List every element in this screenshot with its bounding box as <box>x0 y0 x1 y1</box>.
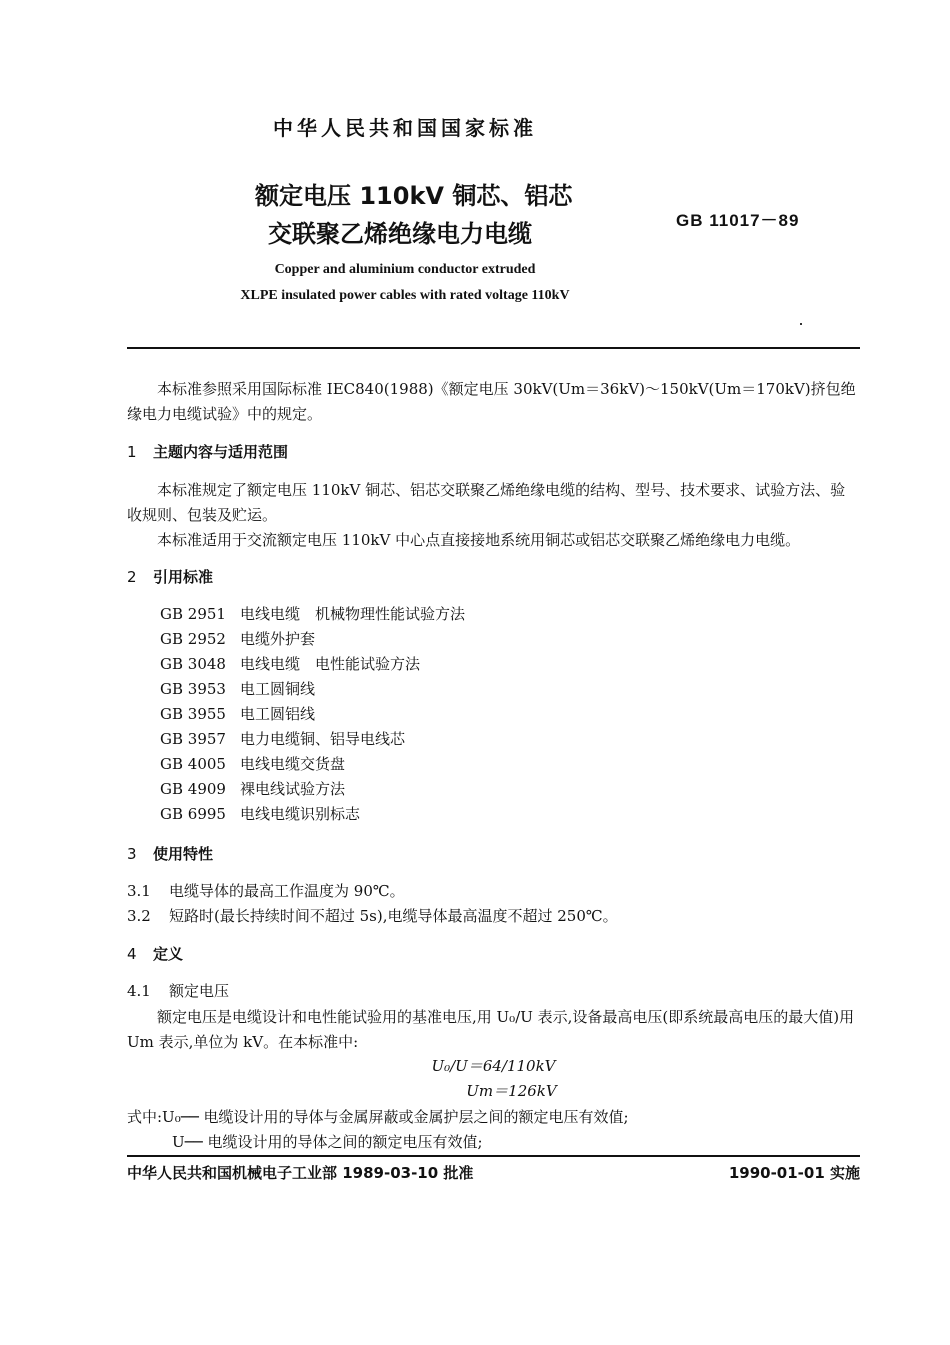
ref-code: GB 2951 <box>160 605 226 623</box>
list-item <box>160 677 465 702</box>
ref-code: GB 3048 <box>160 655 226 673</box>
section-number: 1 <box>127 443 137 461</box>
section-1-heading <box>127 441 288 462</box>
footer-rule <box>127 1155 860 1157</box>
section-title: 主题内容与适用范围 <box>153 443 289 461</box>
reference-list <box>160 602 465 827</box>
item-number: 3.2 <box>127 907 151 925</box>
list-item <box>160 752 465 777</box>
scan-speck <box>800 323 802 325</box>
item-text: 额定电压 <box>169 982 230 1000</box>
section-1-para-1: 本标准规定了额定电压 110kV 铜芯、铝芯交联聚乙烯绝缘电缆的结构、型号、技术要求、试验方法、验收规则、包装及贮运。 <box>127 481 846 524</box>
ref-code: GB 3955 <box>160 705 226 723</box>
ref-name: 电力电缆铜、铝导电线芯 <box>240 730 406 748</box>
implementation-date: 1990-01-01 实施 <box>728 1164 860 1182</box>
intro-paragraph: 本标准参照采用国际标准 IEC840(1988)《额定电压 30kV(Um＝36kV)～150kV(Um＝170kV)挤包绝缘电力电缆试验》中的规定。 <box>127 380 856 423</box>
where-u0: 式中:U₀── 电缆设计用的导体与金属屏蔽或金属护层之间的额定电压有效值; <box>127 1108 629 1126</box>
list-item <box>160 777 465 802</box>
ref-name: 电线电缆 机械物理性能试验方法 <box>240 605 466 623</box>
section-1-para-2: 本标准适用于交流额定电压 110kV 中心点直接接地系统用铜芯或铝芯交联聚乙烯绝缘电力电缆。 <box>157 531 801 549</box>
ref-code: GB 2952 <box>160 630 226 648</box>
title-en-line2: XLPE insulated power cables with rated voltage 110kV <box>240 288 570 303</box>
ref-name: 电线电缆识别标志 <box>240 805 361 823</box>
section-title: 使用特性 <box>153 845 214 863</box>
ref-code: GB 4005 <box>160 755 226 773</box>
ref-name: 裸电线试验方法 <box>240 780 346 798</box>
list-item <box>160 702 465 727</box>
section-2-heading <box>127 566 213 587</box>
ref-name: 电线电缆交货盘 <box>240 755 346 773</box>
item-number: 3.1 <box>127 882 151 900</box>
item-text: 电缆导体的最高工作温度为 90℃。 <box>169 882 405 900</box>
list-item <box>160 802 465 827</box>
section-number: 4 <box>127 945 137 963</box>
list-item <box>160 652 465 677</box>
ref-code: GB 3957 <box>160 730 226 748</box>
section-title: 引用标准 <box>153 568 214 586</box>
ref-code: GB 6995 <box>160 805 226 823</box>
list-item <box>160 627 465 652</box>
list-item <box>160 602 465 627</box>
list-item <box>160 727 465 752</box>
approval-line: 中华人民共和国机械电子工业部 1989-03-10 批准 <box>127 1164 474 1182</box>
formula-um: Um＝126kV <box>466 1082 557 1100</box>
ref-name: 电缆外护套 <box>240 630 316 648</box>
item-text: 短路时(最长持续时间不超过 5s),电缆导体最高温度不超过 250℃。 <box>169 907 618 925</box>
section-number: 3 <box>127 845 137 863</box>
ref-name: 电工圆铝线 <box>240 705 316 723</box>
section-3-heading <box>127 843 213 864</box>
title-zh-line1: 额定电压 110kV 铜芯、铝芯 <box>255 182 573 210</box>
ref-code: GB 4909 <box>160 780 226 798</box>
national-standard-heading: 中华人民共和国国家标准 <box>273 116 537 140</box>
title-en-line1: Copper and aluminium conductor extruded <box>274 262 536 277</box>
item-number: 4.1 <box>127 982 151 1000</box>
ref-code: GB 3953 <box>160 680 226 698</box>
title-zh-line2: 交联聚乙烯绝缘电力电缆 <box>268 220 532 248</box>
header-rule <box>127 347 860 349</box>
section-title: 定义 <box>153 945 184 963</box>
section-4-1-para: 额定电压是电缆设计和电性能试验用的基准电压,用 U₀/U 表示,设备最高电压(即系统最高电压的最大值)用 Um 表示,单位为 kV。在本标准中: <box>127 1008 855 1051</box>
where-u: U── 电缆设计用的导体之间的额定电压有效值; <box>172 1133 483 1151</box>
standard-code: GB 11017－89 <box>676 211 800 230</box>
section-4-1-heading <box>127 980 229 1001</box>
ref-name: 电工圆铜线 <box>240 680 316 698</box>
ref-name: 电线电缆 电性能试验方法 <box>240 655 421 673</box>
section-3-item-2 <box>127 905 618 926</box>
formula-u0-u: U₀/U＝64/110kV <box>431 1057 556 1075</box>
section-number: 2 <box>127 568 137 586</box>
section-4-heading <box>127 943 183 964</box>
section-3-item-1 <box>127 880 405 901</box>
